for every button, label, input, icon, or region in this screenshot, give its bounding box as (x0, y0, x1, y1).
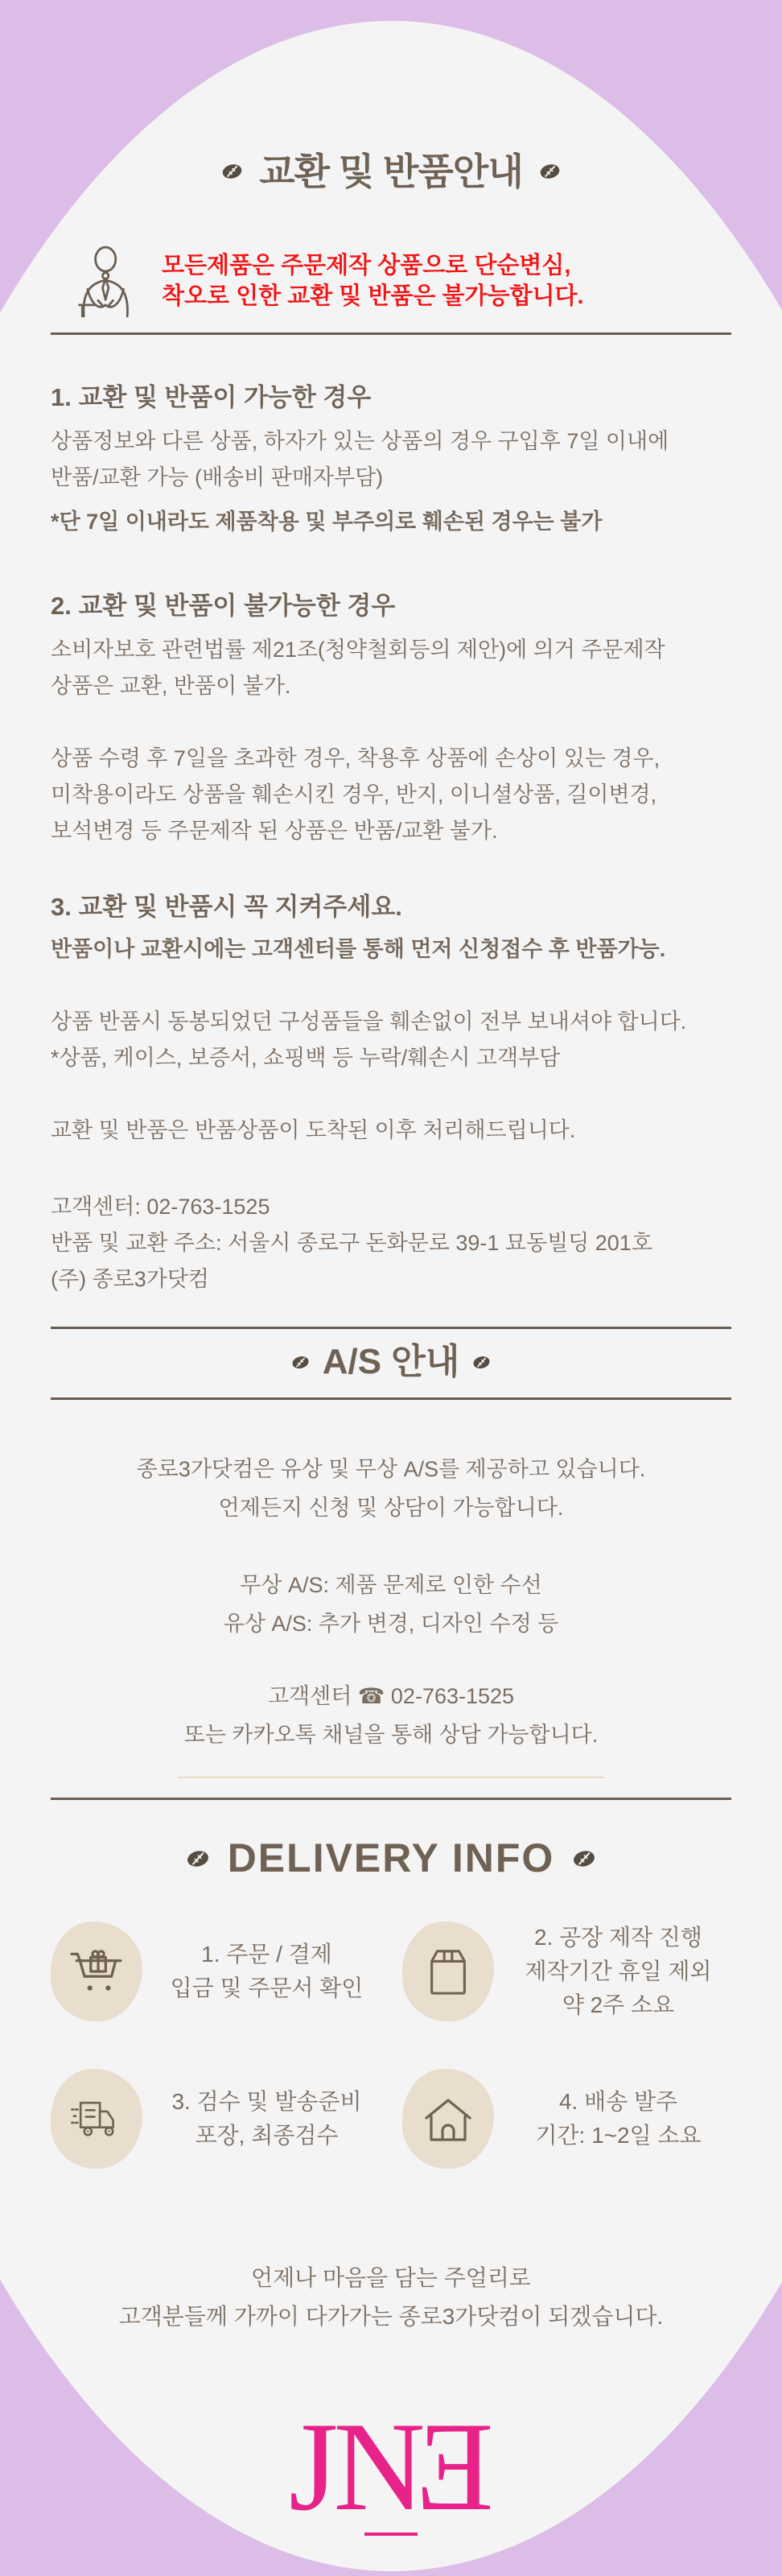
text-line: 언제든지 신청 및 상담이 가능합니다. (218, 1496, 564, 1521)
section1-heading: 1. 교환 및 반품이 가능한 경우 (51, 382, 372, 411)
as-paragraph3 (51, 1677, 731, 1754)
delivery-step-2 (402, 1921, 731, 2022)
text-line: 소비자보호 관련법률 제21조(청약철회등의 제안)에 의거 주문제작 (51, 638, 665, 663)
package-icon (422, 1946, 475, 1996)
section2-paragraph1 (51, 632, 731, 704)
brand-logo (51, 2396, 731, 2537)
step-line: 4. 배송 발주 (558, 2088, 678, 2114)
icon-blob (402, 2069, 494, 2169)
as-title-text: A/S 안내 (322, 1342, 460, 1382)
delivery-step-1 (51, 1921, 380, 2022)
page-title (51, 151, 731, 192)
separator (51, 1397, 731, 1400)
warning-line: 착오로 인한 교환 및 반품은 불가능합니다. (162, 283, 584, 309)
section2-paragraph2 (51, 741, 731, 849)
sparkle-bean-icon (186, 1849, 210, 1868)
as-section-title (51, 1342, 731, 1383)
warning-line: 모든제품은 주문제작 상품으로 단순변심, (162, 252, 571, 279)
step-text (505, 2085, 731, 2153)
customer-center-phone: 고객센터: 02-763-1525 (51, 1195, 270, 1220)
section1-note: *단 7일 이내라도 제품착용 및 부주의로 훼손된 경우는 불가 (51, 509, 603, 534)
as-phone-line: 고객센터 ☎ 02-763-1525 (267, 1684, 515, 1709)
step-text (505, 1921, 731, 2022)
sparkle-bean-icon (221, 163, 243, 180)
contact-info (51, 1189, 731, 1298)
step-text (154, 1938, 380, 2005)
text-line: 교환 및 반품은 반품상품이 도착된 이후 처리해드립니다. (51, 1118, 576, 1143)
delivery-step-4 (402, 2069, 731, 2169)
step-line: 2. 공장 제작 진행 (534, 1924, 702, 1950)
step-line: 3. 검수 및 발송준비 (171, 2088, 362, 2114)
delivery-step-3 (51, 2069, 380, 2169)
brand-logo-jn: JN (288, 2396, 421, 2537)
sparkle-bean-icon (539, 163, 561, 180)
section3-paragraph1 (51, 1004, 731, 1076)
text-line: 유상 A/S: 추가 변경, 디자인 수정 등 (223, 1612, 559, 1637)
delivery-section-title (51, 1835, 731, 1882)
separator (51, 1327, 731, 1329)
sparkle-bean-icon (572, 1849, 596, 1868)
text-line: 또는 카카오톡 채널을 통해 상담 가능합니다. (183, 1723, 599, 1748)
custom-made-warning (51, 244, 731, 320)
text-line: 상품정보와 다른 상품, 하자가 있는 상품의 경우 구입후 7일 이내에 (51, 428, 669, 453)
step-line: 1. 주문 / 결제 (201, 1941, 332, 1967)
section3-paragraph2 (51, 1113, 731, 1149)
step-line: 입금 및 주문서 확인 (170, 1975, 364, 2000)
section1-body (51, 423, 731, 496)
section2-heading: 2. 교환 및 반품이 불가능한 경우 (51, 591, 396, 620)
text-line: 미착용이라도 상품을 훼손시킨 경우, 반지, 이니셜상품, 길이변경, (51, 782, 657, 807)
text-line: 고객분들께 가까이 다가가는 종로3가닷컴이 되겠습니다. (118, 2303, 664, 2329)
step-line: 기간: 1~2일 소요 (535, 2122, 702, 2148)
return-address: 반품 및 교환 주소: 서울시 종로구 돈화문로 39-1 묘동빌딩 201호 (51, 1231, 652, 1256)
truck-icon (70, 2094, 123, 2144)
text-line: 언제나 마음을 담는 주얼리로 (251, 2264, 531, 2290)
text-line: 상품 반품시 동봉되었던 구성품들을 훼손없이 전부 보내셔야 합니다. (51, 1009, 687, 1034)
step-line: 약 2주 소요 (562, 1992, 675, 2017)
brand-logo-e: E (420, 2396, 494, 2537)
cart-gift-icon (70, 1946, 123, 1996)
text-line: 반품/교환 가능 (배송비 판매자부담) (51, 464, 384, 489)
separator (51, 1798, 731, 1800)
footer-message (51, 2259, 731, 2336)
bowing-person-icon (75, 244, 141, 320)
section3-heading: 3. 교환 및 반품시 꼭 지켜주세요. (51, 893, 402, 922)
sparkle-bean-icon (472, 1355, 491, 1370)
text-line: 종로3가닷컴은 유상 및 무상 A/S를 제공하고 있습니다. (136, 1457, 646, 1482)
faint-divider (178, 1777, 604, 1778)
step-line: 제작기간 휴일 제외 (525, 1958, 712, 1984)
house-icon (422, 2094, 475, 2144)
text-line: 보석변경 등 주문제작 된 상품은 반품/교환 불가. (51, 819, 498, 844)
section3-note: 반품이나 교환시에는 고객센터를 통해 먼저 신청접수 후 반품가능. (51, 937, 666, 962)
icon-blob (51, 1922, 142, 2021)
separator (51, 332, 731, 335)
step-line: 포장, 최종검수 (195, 2122, 339, 2148)
as-paragraph1 (51, 1450, 731, 1527)
text-line: 상품은 교환, 반품이 불가. (51, 674, 291, 699)
sparkle-bean-icon (291, 1355, 310, 1370)
text-line: *상품, 케이스, 보증서, 쇼핑백 등 누락/훼손시 고객부담 (51, 1046, 561, 1071)
warning-text (162, 251, 584, 312)
icon-blob (51, 2069, 142, 2169)
as-paragraph2 (51, 1566, 731, 1643)
delivery-steps (51, 1921, 731, 2169)
text-line: 무상 A/S: 제품 문제로 인한 수선 (240, 1573, 542, 1598)
delivery-title-text: DELIVERY INFO (227, 1835, 555, 1881)
step-text (154, 2085, 380, 2153)
icon-blob (402, 1922, 494, 2021)
company-name: (주) 종로3가닷컴 (51, 1267, 209, 1292)
text-line: 상품 수령 후 7일을 초과한 경우, 착용후 상품에 손상이 있는 경우, (51, 746, 661, 771)
page-title-text: 교환 및 반품안내 (259, 151, 523, 192)
